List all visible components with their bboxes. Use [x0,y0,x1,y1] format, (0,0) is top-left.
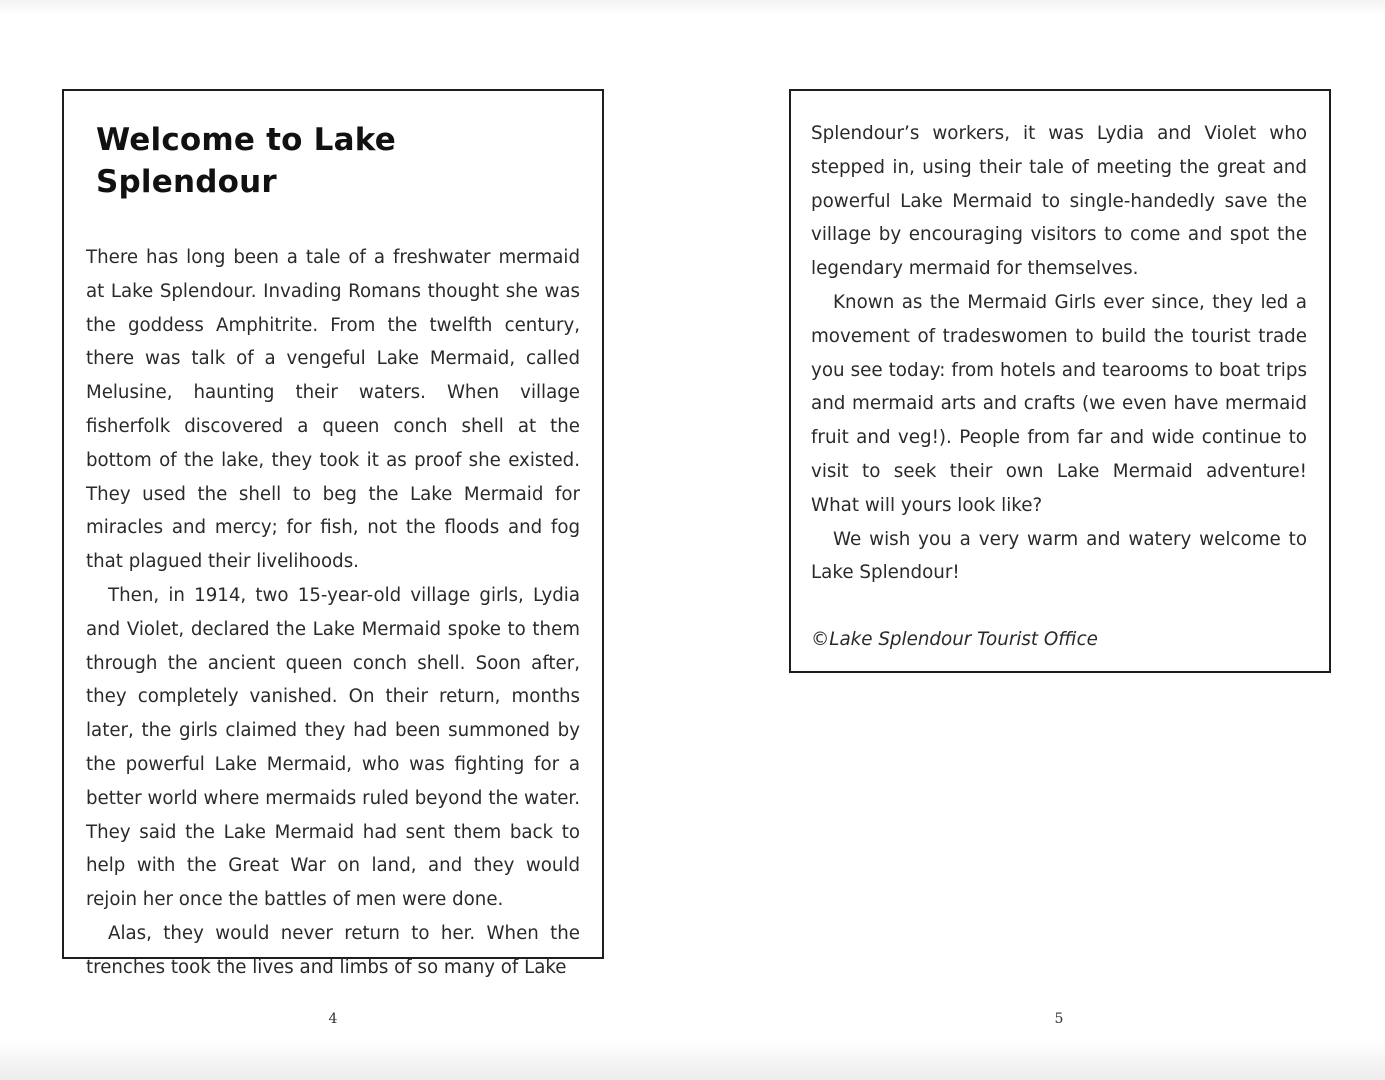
paragraph: Alas, they would never return to her. When the trenches took the lives and limbs of so many of Lake [86,922,580,978]
left-text-box [62,89,604,978]
page-number: 5 [1054,1011,1064,1027]
bottom-shadow [0,1040,1385,1080]
left-page [0,0,692,1080]
page-title: Welcome to Lake Splendour [96,122,396,200]
paragraph: Known as the Mermaid Girls ever since, they led a movement of tradeswomen to build the tourist trade you see today: from hotels and tearooms to boat trips and mermaid arts and crafts (we even have mermaid fruit and veg!). People from far and wide continue to visit to seek their own Lake Mermaid adventure! What will yours look like? [811,291,1307,516]
paragraph: Splendour’s workers, it was Lydia and Violet who stepped in, using their tale of meeting the great and powerful Lake Mermaid to single-handedly save the village by encouraging visitors to come and spot the legendary mermaid for themselves. [811,123,1307,280]
right-page [693,0,1385,1080]
paragraph: We wish you a very warm and watery welcome to Lake Splendour! [811,528,1307,584]
page-number: 4 [328,1011,338,1027]
right-text-box [789,89,1331,673]
credit-line: ©Lake Splendour Tourist Office [811,629,1098,651]
paragraph: Then, in 1914, two 15-year-old village girls, Lydia and Violet, declared the Lake Mermaid spoke to them through the ancient queen conch shell. Soon after, they completely vanished. On their return, months later, the girls claimed they had been summoned by the powerful Lake Mermaid, who was fighting for a better world where mermaids ruled beyond the water. They said the Lake Mermaid had sent them back to help with the Great War on land, and they would rejoin her once the battles of men were done. [86,584,580,911]
paragraph: There has long been a tale of a freshwater mermaid at Lake Splendour. Invading Romans thought she was the goddess Amphitrite. From the twelfth century, there was talk of a vengeful Lake Mermaid, called Melusine, haunting their waters. When village fisherfolk discovered a queen conch shell at the bottom of the lake, they took it as proof she existed. They used the shell to beg the Lake Mermaid for miracles and mercy; for fish, not the floods and fog that plagued their livelihoods. [86,247,580,573]
